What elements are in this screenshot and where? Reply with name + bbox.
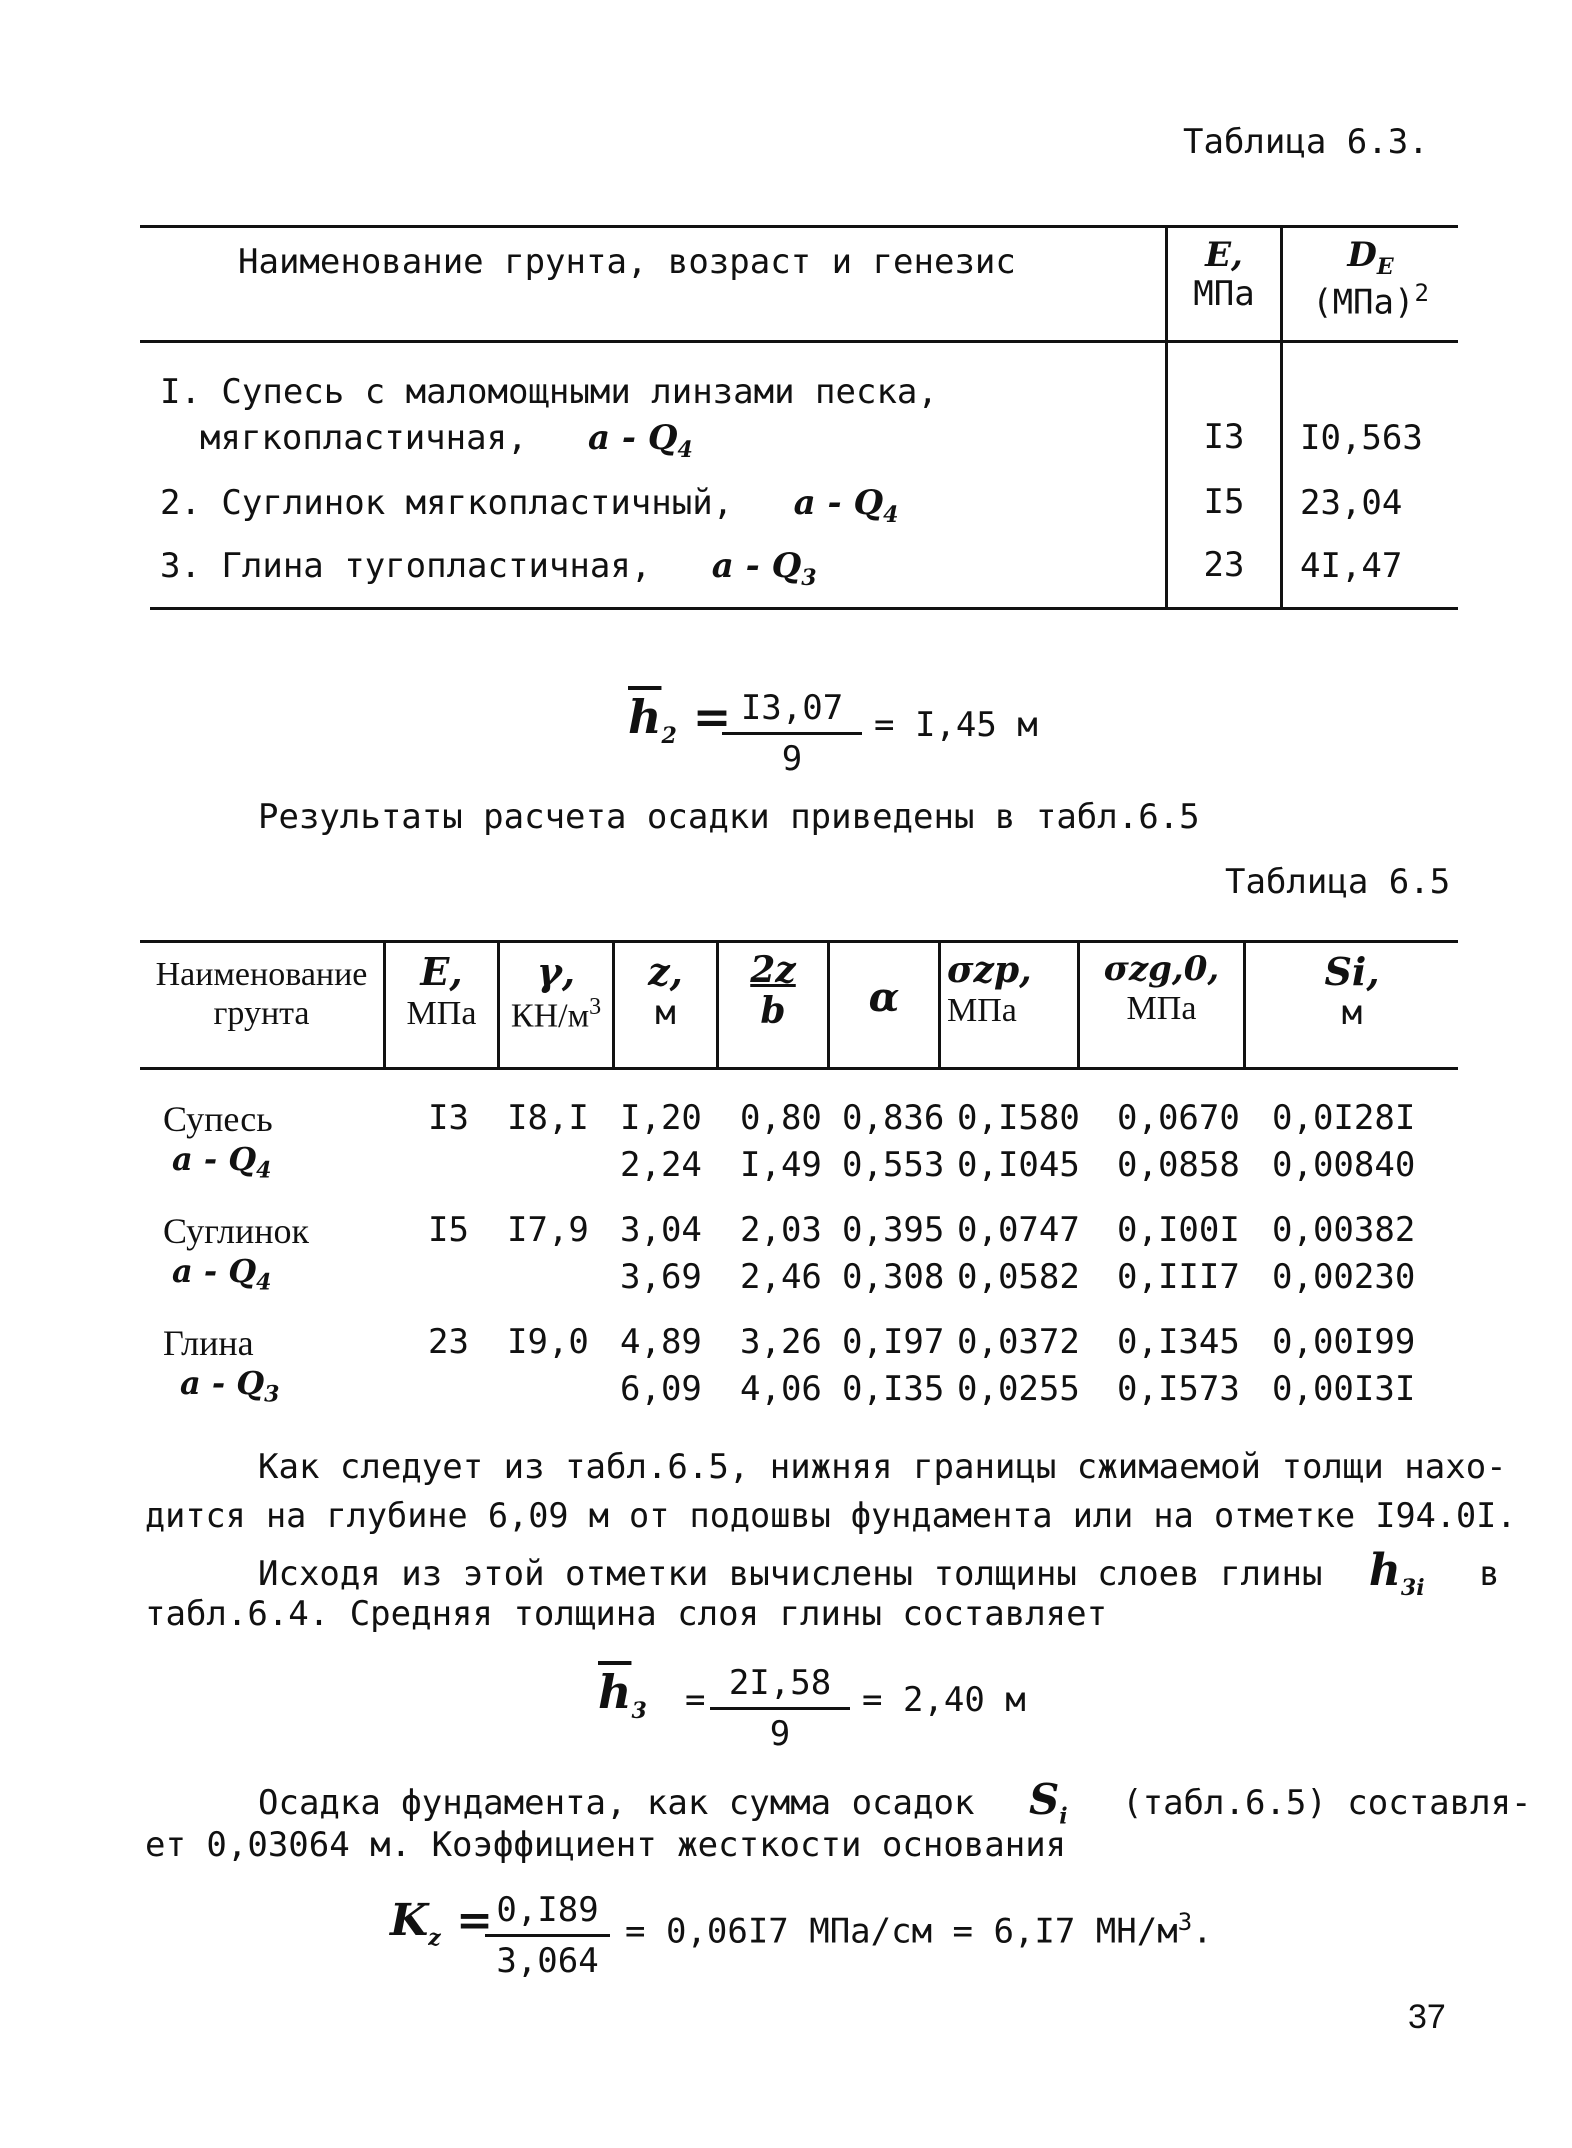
table-6-3-row-1-d: I0,563 (1300, 418, 1423, 458)
paragraph-1-line-2: дится на глубине 6,09 м от подошвы фундамента или на отметке I94.0I. (145, 1496, 1517, 1535)
formula-kz-lhs: $K_z$ = (390, 1895, 493, 1951)
h3i-symbol: $h_{3i}$ (1368, 1545, 1425, 1601)
row-3-genesis: a - $Q_3$ (711, 546, 817, 591)
formula-kz-rhs: = 0,06I7 МПа/см = 6,I7 $МН/м^3$. (625, 1908, 1213, 1952)
table-6-3-row-1-e: I3 (1203, 417, 1245, 457)
t65-header-sigma-zg0: σzg,0, МПа (1103, 949, 1220, 1028)
t65-header-gamma: γ, $КН/м^3$ (510, 949, 602, 1035)
paragraph-2-line-1: Исходя из этой отметки вычислены толщины слоев глины $h_{3i}$ в (258, 1545, 1500, 1601)
formula-h2-numerator: I3,07 (722, 688, 862, 735)
table-6-3-header-d (1283, 236, 1458, 323)
t65-group-2-genesis: a - $Q_4$ (172, 1252, 272, 1296)
formula-h2-rhs: = I,45 м (874, 705, 1038, 745)
table-6-3-header-name: Наименование грунта, возраст и генезис (238, 242, 1016, 282)
table-row: 2,24 I,49 0,553 0,I045 0,0858 0,00840 (620, 1145, 1416, 1185)
formula-h3-numerator: 2I,58 (710, 1663, 850, 1710)
table-6-3-row-3-e: 23 (1203, 545, 1245, 585)
row-2-genesis: a - $Q_4$ (793, 483, 899, 528)
formula-h2-lhs: $\overline{h}_2$ = (628, 690, 732, 750)
row-3-label: 3. Глина тугопластичная, (160, 546, 652, 586)
table-6-3-header-rule (140, 340, 1458, 343)
table-row: 4,89 3,26 0,I97 0,0372 0,I345 0,00I99 (620, 1322, 1416, 1362)
t65-group-1-gamma: I8,I (507, 1098, 589, 1138)
page-number: 37 (1408, 1998, 1446, 2036)
formula-h2-denominator: 9 (781, 739, 803, 779)
t65-header-2z-b: 2z b (750, 949, 796, 1033)
table-6-3-header-e (1168, 236, 1280, 314)
t65-group-3-e: 23 (428, 1322, 469, 1362)
t65-group-2-soil: Суглинок (163, 1211, 310, 1251)
formula-h3-fraction (710, 1663, 850, 1754)
t65-group-1-genesis: a - $Q_4$ (172, 1140, 272, 1184)
t65-group-2-e: I5 (428, 1210, 469, 1250)
table-6-3-row-2-d: 23,04 (1300, 483, 1403, 523)
formula-kz-numerator: 0,I89 (485, 1890, 610, 1937)
d-unit: (МПа)$^2$ (1312, 279, 1429, 323)
formula-kz-denominator: 3,064 (496, 1941, 599, 1981)
table-6-3-caption: Таблица 6.3. (1183, 122, 1429, 162)
paragraph-1-line-1: Как следует из табл.6.5, нижняя границы сжимаемой толщи нахо- (258, 1447, 1507, 1487)
e-symbol: E, (1205, 235, 1243, 275)
t65-header-z: z, м (648, 949, 683, 1033)
row-1-genesis: a - $Q_4$ (588, 418, 693, 463)
t65-group-3-gamma: I9,0 (507, 1322, 589, 1362)
t65-group-1-soil: Супесь (163, 1099, 273, 1139)
table-6-5-header-rule (140, 1067, 1458, 1070)
paragraph-2-line-2: табл.6.4. Средняя толщина слоя глины составляет (145, 1594, 1108, 1634)
t65-header-e: E, МПа (406, 949, 477, 1032)
t65-header-soil: Наименование грунта (155, 956, 368, 1033)
table-6-3-row-2-e: I5 (1203, 482, 1245, 522)
paragraph-3-line-1: Осадка фундамента, как сумма осадок $S_i$ (табл.6.5) составля- (258, 1775, 1532, 1830)
table-row: I,20 0,80 0,836 0,I580 0,0670 0,0I28I (620, 1098, 1416, 1138)
si-symbol: $S_i$ (1028, 1775, 1068, 1830)
d-symbol: $D_E$ (1347, 235, 1394, 280)
t65-group-3-soil: Глина (163, 1323, 254, 1363)
table-6-5-top-rule (140, 940, 1458, 943)
table-6-3-top-rule (140, 225, 1458, 228)
formula-h3-lhs: $\overline{h}_3$ (598, 1665, 647, 1725)
table-6-3-row-1-name: I. Супесь с маломощными линзами песка, (160, 372, 938, 412)
e-unit: МПа (1193, 274, 1255, 315)
table-6-3-row-3-name (160, 546, 817, 591)
row-1-consistency: мягкопластичная, (200, 418, 528, 458)
t65-header-alpha: α (868, 974, 900, 1021)
formula-kz-fraction (485, 1890, 610, 1981)
table-row: 6,09 4,06 0,I35 0,0255 0,I573 0,00I3I (620, 1369, 1416, 1409)
table-6-3-row-2-name (160, 483, 898, 528)
table-6-5-caption: Таблица 6.5 (1225, 862, 1451, 902)
table-6-3-bottom-rule (150, 607, 1458, 610)
t65-header-si: Si, м (1324, 949, 1380, 1033)
table-row: 3,69 2,46 0,308 0,0582 0,III7 0,00230 (620, 1257, 1416, 1297)
results-text: Результаты расчета осадки приведены в табл.6.5 (258, 797, 1200, 837)
t65-group-2-gamma: I7,9 (507, 1210, 589, 1250)
table-row: 3,04 2,03 0,395 0,0747 0,I00I 0,00382 (620, 1210, 1416, 1250)
paragraph-3-line-2: ет 0,03064 м. Коэффициент жесткости основания (145, 1825, 1067, 1865)
t65-header-sigma-zp: σzp, МПа (947, 949, 1032, 1030)
formula-h3-equals: = (685, 1680, 706, 1720)
formula-h3-denominator: 9 (769, 1714, 791, 1754)
row-2-label: 2. Суглинок мягкопластичный, (160, 483, 734, 523)
table-6-3-row-3-d: 4I,47 (1300, 546, 1403, 586)
t65-group-1-e: I3 (428, 1098, 469, 1138)
table-6-3-row-1-name-cont (200, 418, 693, 463)
formula-h3-rhs: = 2,40 м (862, 1680, 1026, 1720)
t65-group-3-genesis: a - $Q_3$ (180, 1364, 280, 1408)
formula-h2-fraction (722, 688, 862, 779)
